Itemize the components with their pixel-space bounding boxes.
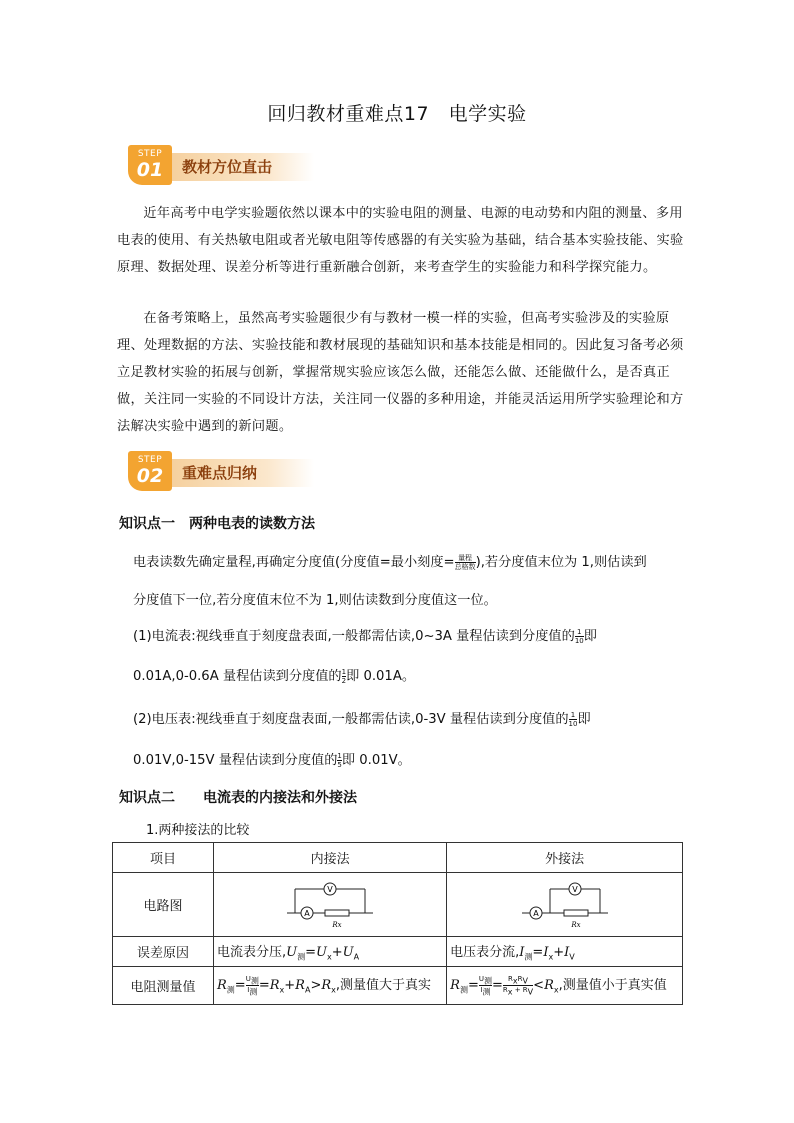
step-tag <box>128 451 172 491</box>
subsection-label: 1.两种接法的比较 <box>146 823 250 838</box>
cell-text: ,测量值小于真实值 <box>558 978 667 994</box>
internal-error-cause: 电流表分压$,U_测=U_x+U_A$ <box>214 937 447 967</box>
table-row <box>113 937 683 967</box>
row-label: 误差原因 <box>113 937 214 967</box>
text: 电表读数先确定量程,再确定分度值(分度值=最小刻度= <box>133 555 455 570</box>
section-title: 重难点归纳 <box>182 464 258 482</box>
table-header-row <box>113 843 683 873</box>
internal-circuit-cell <box>214 873 447 937</box>
step-02-badge <box>128 451 308 495</box>
step-word: STEP <box>137 149 163 159</box>
fraction <box>455 554 476 571</box>
step-number: 02 <box>136 465 164 487</box>
strategy-paragraph: 在备考策略上，虽然高考实验题很少有与教材一模一样的实验，但高考实验涉及的实验原理、处理数据的方法、实验技能和教材展现的基础知识和基本技能是相同的。因此复习备考必须立足教材实验的拓展与创新，掌握常规实验应该怎么做，还能怎么做、还能做什么，是否真正做，关注同一实验的不同设计方法，关注同一仪器的多种用途，并能灵活运用所学实验理论和方法解决实验中遇到的新问题。 <box>117 311 684 434</box>
voltmeter-letter: V <box>571 884 578 894</box>
fraction: $\frac{U_测}{I_测}$ <box>478 974 492 997</box>
external-measured-value: $R_测=$ $\frac{U_测}{I_测}$ = $\frac{R_xR_V}{R_x + R_V}$ $<R_x$,测量值小于真实值 <box>447 967 683 1005</box>
text: 即 0.01V。 <box>341 753 411 768</box>
external-circuit-cell <box>447 873 683 937</box>
section-title: 教材方位直击 <box>182 158 273 176</box>
fraction <box>575 628 584 645</box>
text: 即 0.01A。 <box>346 669 416 684</box>
external-connection-circuit-icon <box>520 875 610 931</box>
text: 即 <box>577 712 591 727</box>
k1-line-3 <box>133 625 597 645</box>
internal-measured-value: $R_测=$ $\frac{U_测}{I_测}$ $=R_x+R_A>R_x$,测量值大于真实 <box>214 967 447 1005</box>
step-word: STEP <box>137 455 163 465</box>
denominator: 总格数 <box>454 562 476 571</box>
row-label: 电路图 <box>113 873 214 937</box>
ammeter-letter: A <box>532 908 539 918</box>
header-cell: 内接法 <box>214 843 447 873</box>
numerator: 量程 <box>455 554 476 563</box>
text: (2)电压表:视线垂直于刻度盘表面,一般都需估读,0-3V 量程估读到分度值的 <box>133 712 569 727</box>
text: ),若分度值末位为 1,则估读到 <box>475 555 647 570</box>
row-label: 电阻测量值 <box>113 967 214 1005</box>
numerator: 1 <box>569 711 578 720</box>
fraction: $\frac{R_xR_V}{R_x + R_V}$ <box>502 974 534 997</box>
external-error-cause: 电压表分流$,I_测=I_x+I_V$ <box>447 937 683 967</box>
step-number: 01 <box>136 159 164 181</box>
ammeter-letter: A <box>304 908 310 918</box>
step-tag <box>128 145 172 185</box>
k1-line-4 <box>133 665 415 685</box>
intro-paragraph: 近年高考中电学实验题依然以课本中的实验电阻的测量、电源的电动势和内阻的测量、多用电表的使用、有关热敏电阻或者光敏电阻等传感器的有关实验为基础，结合基本实验技能、实验原理、数据处理、误差分析等进行重新融合创新，来考查学生的实验能力和科学探究能力。 <box>117 206 684 275</box>
header-cell: 项目 <box>113 843 214 873</box>
step-01-badge <box>128 145 308 189</box>
page-title: 回归教材重难点17 电学实验 <box>267 103 527 125</box>
resistor-label: Rx <box>332 920 342 929</box>
text: 即 <box>583 629 597 644</box>
k1-line-6 <box>133 749 411 769</box>
knowledge-point-2-heading: 知识点二 电流表的内接法和外接法 <box>119 790 357 806</box>
internal-connection-circuit-icon <box>285 875 375 931</box>
text: 0.01A,0-0.6A 量程估读到分度值的 <box>133 669 342 684</box>
comparison-table <box>112 842 683 1005</box>
resistor-label: Rx <box>570 920 581 929</box>
knowledge-point-1-heading: 知识点一 两种电表的读数方法 <box>119 516 315 532</box>
denominator: 5 <box>337 760 342 769</box>
numerator: 1 <box>341 667 347 676</box>
table-row <box>113 873 683 937</box>
table-row <box>113 967 683 1005</box>
cell-text: ,测量值大于真实 <box>335 978 432 994</box>
cell-text: 电流表分压, <box>217 944 287 960</box>
text: (1)电流表:视线垂直于刻度盘表面,一般都需估读,0~3A 量程估读到分度值的 <box>133 629 575 644</box>
k1-line-1 <box>133 551 647 571</box>
denominator: 2 <box>341 676 347 685</box>
voltmeter-letter: V <box>327 884 333 894</box>
text: 0.01V,0-15V 量程估读到分度值的 <box>133 753 338 768</box>
header-cell: 外接法 <box>447 843 683 873</box>
denominator: 10 <box>568 719 578 728</box>
numerator: 1 <box>337 751 342 760</box>
numerator: 1 <box>575 628 584 637</box>
cell-text: 电压表分流, <box>450 944 520 960</box>
k1-line-2: 分度值下一位,若分度值末位不为 1,则估读数到分度值这一位。 <box>133 593 497 608</box>
k1-line-5 <box>133 708 591 728</box>
denominator: 10 <box>574 636 584 645</box>
fraction: $\frac{U_测}{I_测}$ <box>245 974 259 997</box>
